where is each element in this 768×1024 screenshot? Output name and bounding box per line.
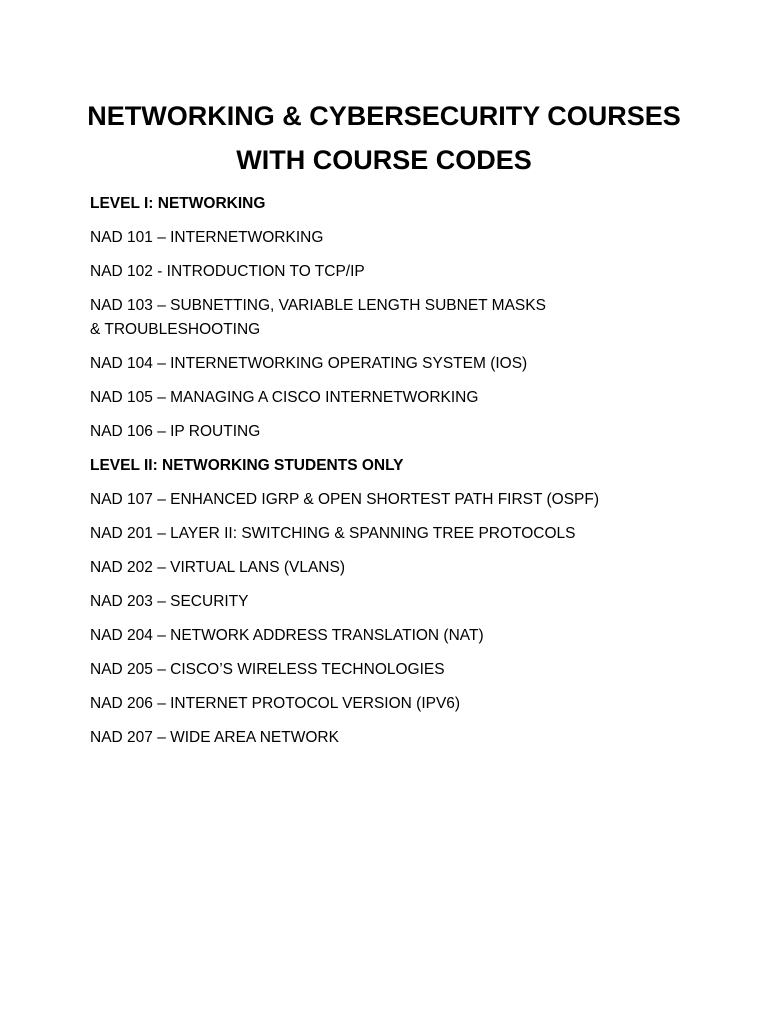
course-item: NAD 105 – MANAGING A CISCO INTERNETWORKING [90,389,479,406]
course-item: NAD 103 – SUBNETTING, VARIABLE LENGTH SUBNET MASKS & TROUBLESHOOTING [90,297,546,338]
course-list [90,192,690,760]
course-item: NAD 204 – NETWORK ADDRESS TRANSLATION (NAT) [90,627,484,644]
course-item: NAD 106 – IP ROUTING [90,423,261,440]
course-item: NAD 206 – INTERNET PROTOCOL VERSION (IPV6) [90,695,461,712]
course-item: NAD 101 – INTERNETWORKING [90,229,324,246]
level-1-heading: LEVEL I: NETWORKING [90,195,266,212]
level-2-heading: LEVEL II: NETWORKING STUDENTS ONLY [90,457,404,474]
page-title-line-1: NETWORKING & CYBERSECURITY COURSES [87,101,681,131]
course-item: NAD 202 – VIRTUAL LANS (VLANS) [90,559,345,576]
course-item: NAD 104 – INTERNETWORKING OPERATING SYSTEM (IOS) [90,355,528,372]
course-item: NAD 102 - INTRODUCTION TO TCP/IP [90,263,365,280]
course-item: NAD 203 – SECURITY [90,593,249,610]
course-item: NAD 205 – CISCO’S WIRELESS TECHNOLOGIES [90,661,445,678]
course-item: NAD 201 – LAYER II: SWITCHING & SPANNING TREE PROTOCOLS [90,525,576,542]
course-item: NAD 107 – ENHANCED IGRP & OPEN SHORTEST PATH FIRST (OSPF) [90,491,600,508]
course-item: NAD 207 – WIDE AREA NETWORK [90,729,339,746]
page-title-line-2: WITH COURSE CODES [236,145,532,175]
